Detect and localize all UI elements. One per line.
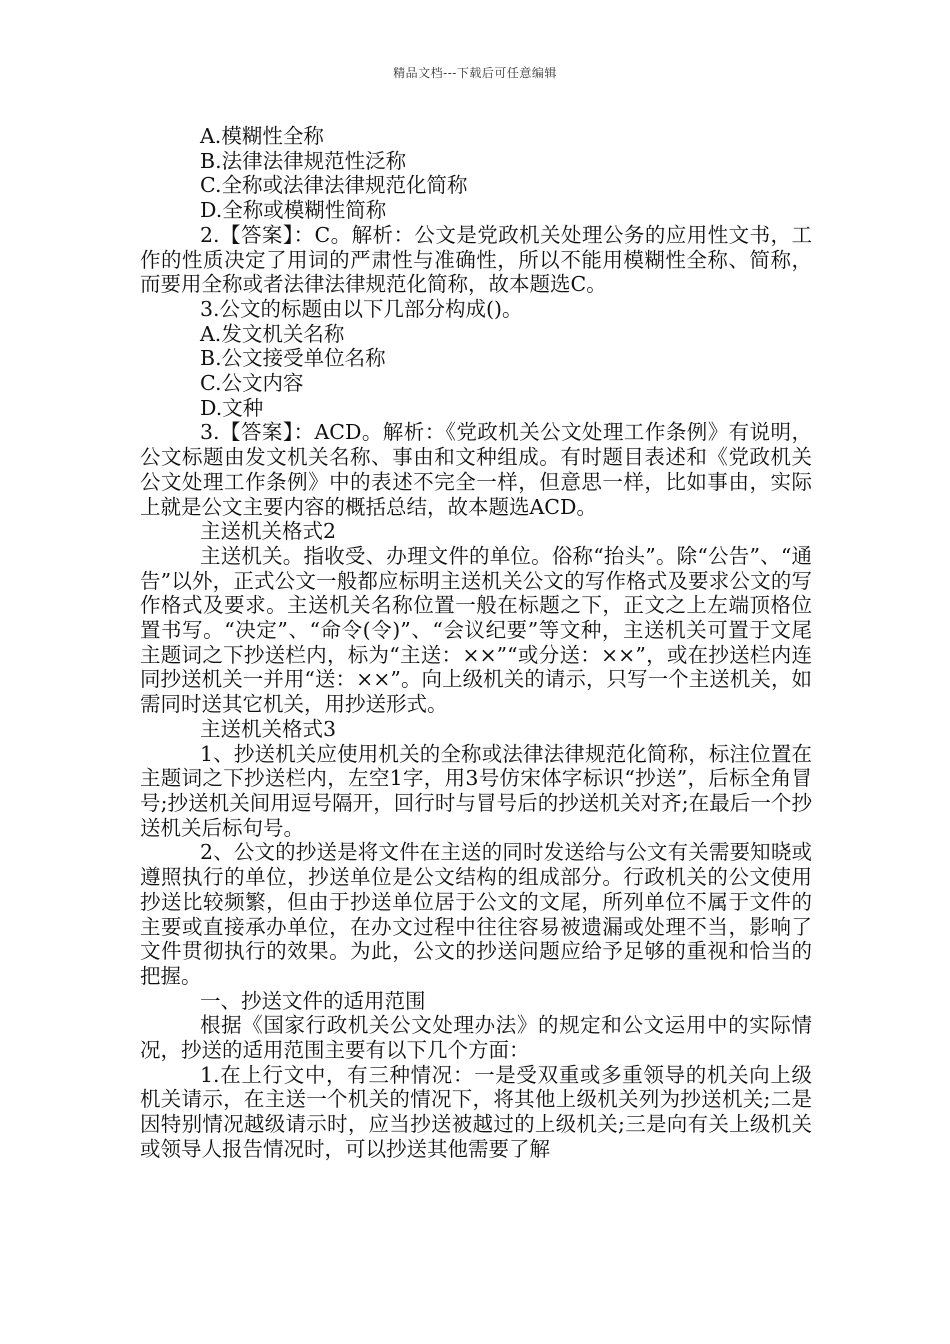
paragraph-cc-1: 1、抄送机关应使用机关的全称或法律法律规范化简称，标注位置在主题词之下抄送栏内，左空1字，用3号仿宋体字标识“抄送”，后标全角冒号;抄送机关间用逗号隔开，回行时与冒号后的抄送机关对齐;在最后一个抄送机关后标句号。 [140, 741, 812, 840]
option-a: A.模糊性全称 [200, 124, 324, 148]
page-header: 精品文档---下载后可任意编辑 [393, 66, 557, 80]
q3-option-a: A.发文机关名称 [200, 321, 345, 346]
section-heading-scope: 一、抄送文件的适用范围 [200, 988, 426, 1013]
section-heading-format-3: 主送机关格式3 [200, 716, 337, 741]
q3-option-d: D.文种 [200, 395, 264, 420]
q3-option-c: C.公文内容 [200, 371, 304, 396]
paragraph-scope-intro: 根据《国家行政机关公文处理办法》的规定和公文运用中的实际情况，抄送的适用范围主要有以下几个方面： [140, 1013, 812, 1063]
q3-option-b: B.公文接受单位名称 [200, 346, 386, 371]
paragraph-cc-2: 2、公文的抄送是将文件在主送的同时发送给与公文有关需要知晓或遵照执行的单位，抄送单位是公文结构的组成部分。行政机关的公文使用抄送比较频繁，但由于抄送单位居于公文的文尾，所列单位不属于文件的主要或直接承办单位，在办文过程中往往容易被遗漏或处理不当，影响了文件贯彻执行的效果。为此，公文的抄送问题应给予足够的重视和恰当的把握。 [140, 840, 812, 988]
document-body [140, 124, 812, 1162]
answer-3: 3.【答案】：ACD。解析：《党政机关公文处理工作条例》有说明，公文标题由发文机关名称、事由和文种组成。有时题目表述和《党政机关公文处理工作条例》中的表述不完全一样，但意思一样，比如事由，实际上就是公文主要内容的概括总结，故本题选ACD。 [140, 420, 812, 519]
paragraph-main-recipient: 主送机关。指收受、办理文件的单位。俗称“抬头”。除“公告”、“通告”以外，正式公文一般都应标明主送机关公文的写作格式及要求公文的写作格式及要求。主送机关名称位置一般在标题之下，正文之上左端顶格位置书写。“决定”、“命令(令)”、“会议纪要”等文种，主送机关可置于文尾主题词之下抄送栏内，标为“主送：××”“或分送：××”，或在抄送栏内连同抄送机关一并用“送：××”。向上级机关的请示，只写一个主送机关，如需同时送其它机关，用抄送形式。 [140, 543, 812, 717]
section-heading-format-2: 主送机关格式2 [200, 519, 337, 544]
paragraph-upward-doc: 1.在上行文中，有三种情况：一是受双重或多重领导的机关向上级机关请示，在主送一个机关的情况下，将其他上级机关列为抄送机关;二是因特别情况越级请示时，应当抄送被越过的上级机关;三是向有关上级机关或领导人报告情况时，可以抄送其他需要了解 [140, 1062, 812, 1161]
question-3: 3.公文的标题由以下几部分构成()。 [200, 296, 523, 321]
option-b: B.法律法律规范性泛称 [200, 148, 407, 173]
option-c: C.全称或法律法律规范化简称 [200, 173, 468, 198]
option-d: D.全称或模糊性简称 [200, 198, 387, 223]
answer-2: 2.【答案】：C。解析：公文是党政机关处理公务的应用性文书，工作的性质决定了用词的严肃性与准确性，所以不能用模糊性全称、简称，而要用全称或者法律法律规范化简称，故本题选C。 [140, 222, 812, 297]
